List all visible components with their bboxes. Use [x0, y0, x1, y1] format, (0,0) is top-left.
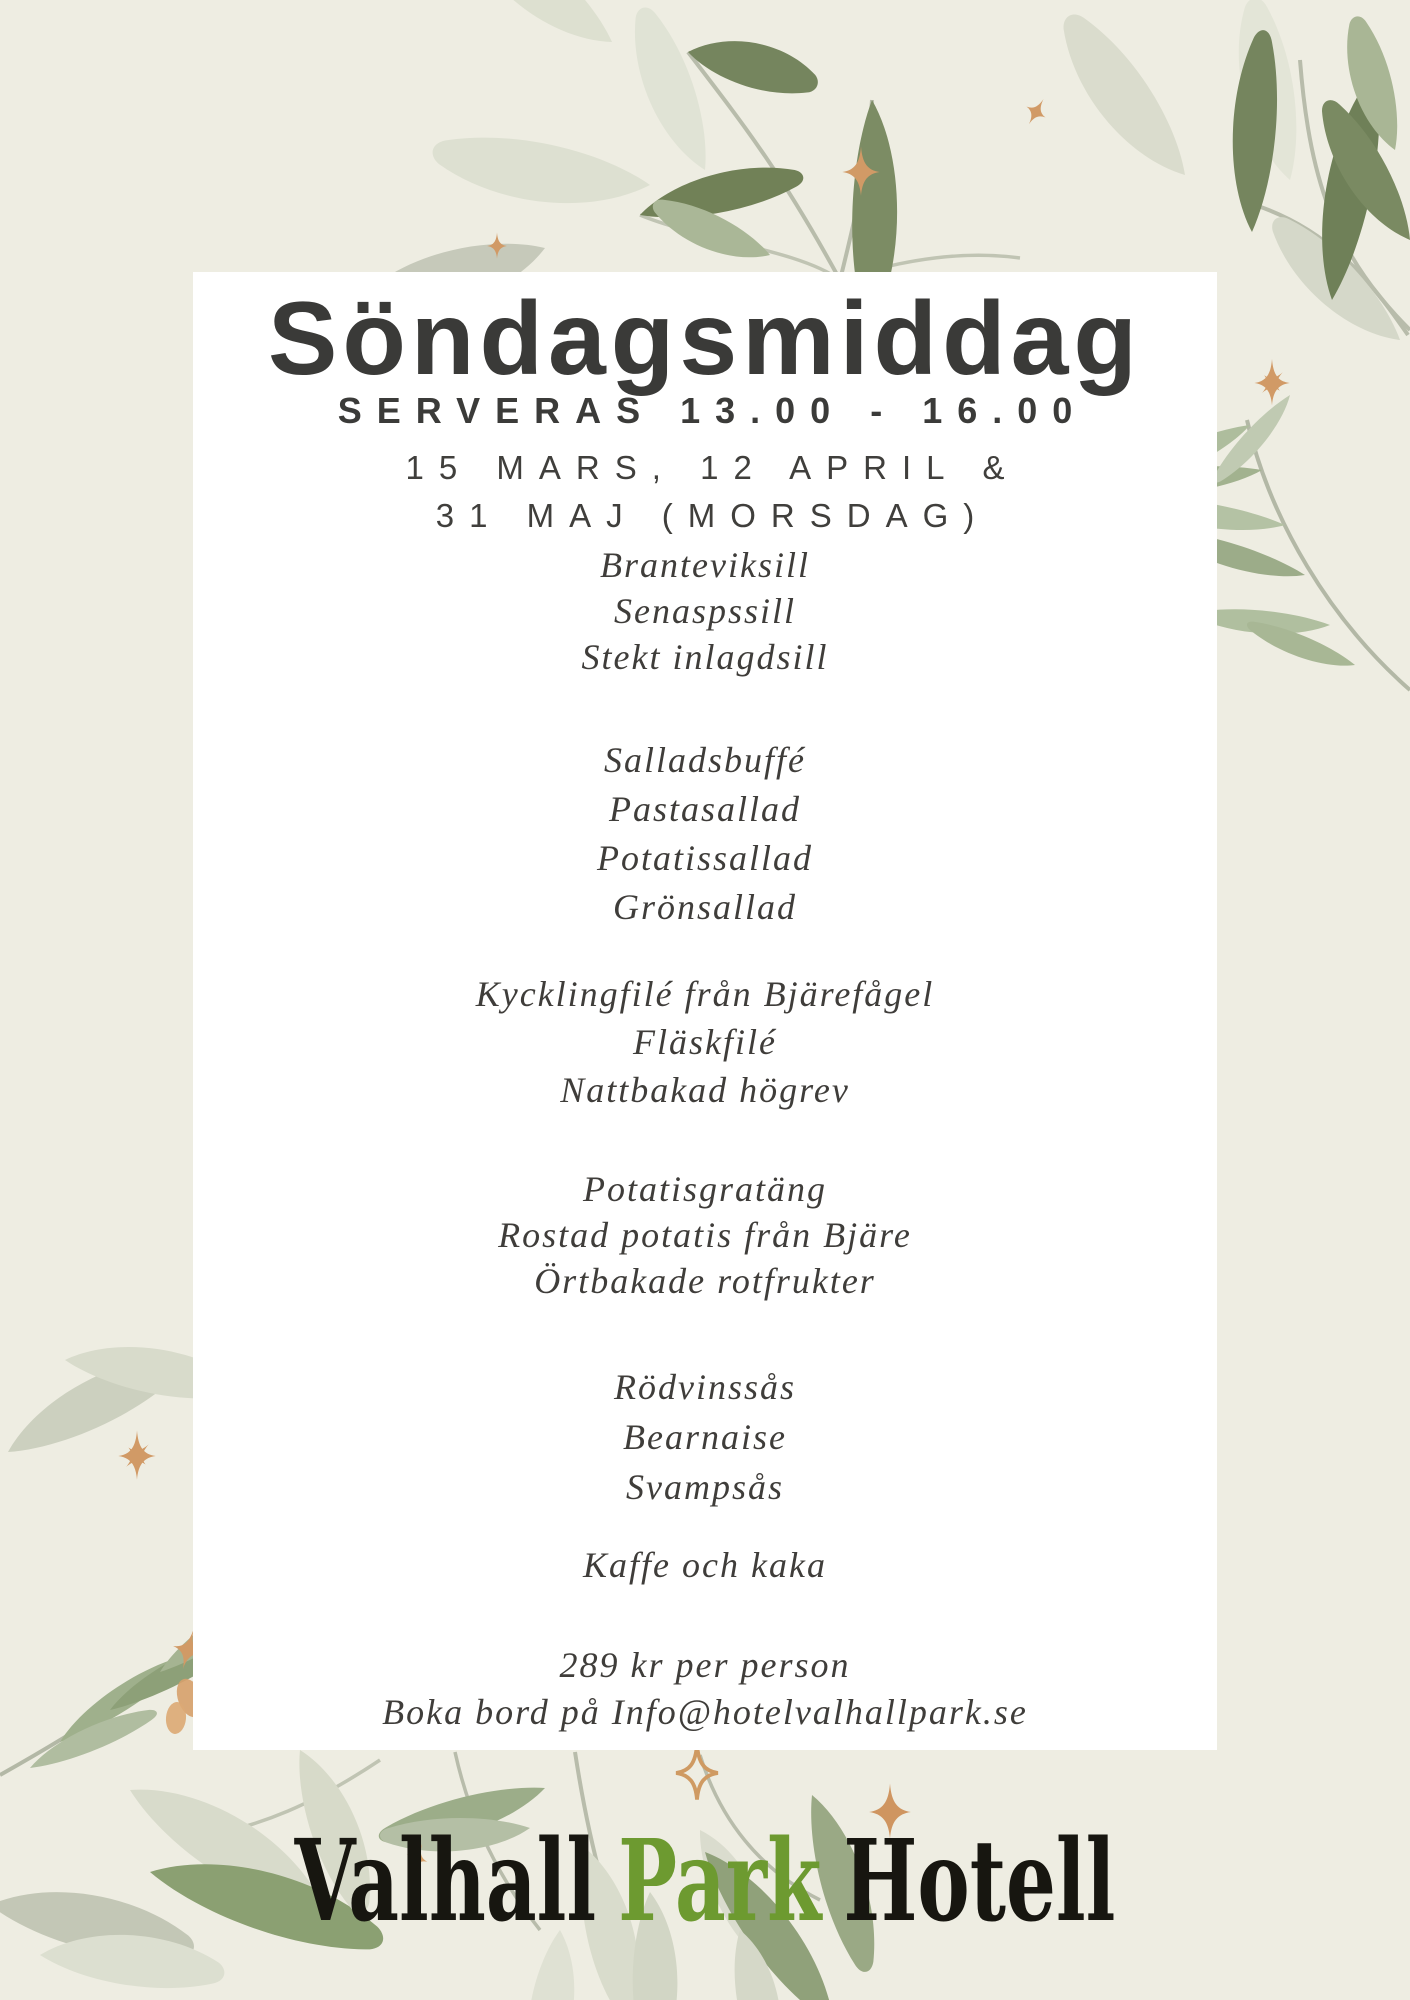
menu-item: Rödvinssås — [614, 1367, 796, 1407]
menu-item: Nattbakad högrev — [560, 1070, 850, 1110]
menu-group-efterratt — [0, 1541, 1410, 1589]
menu-group-sill — [0, 542, 1410, 680]
menu-item: Branteviksill — [600, 545, 810, 585]
price-line: 289 kr per person — [559, 1645, 851, 1685]
logo-word-hotell: Hotell — [843, 1816, 1116, 1947]
menu-item: Stekt inlagdsill — [581, 637, 829, 677]
menu-group-sallad — [0, 736, 1410, 932]
menu-item: Potatisgratäng — [582, 1169, 828, 1209]
poster-title: Söndagsmiddag — [268, 281, 1142, 397]
menu-item: Salladsbuffé — [604, 740, 806, 780]
menu-group-saser — [0, 1362, 1410, 1512]
date-line-1: 15 MARS, 12 APRIL & — [405, 449, 1020, 486]
served-time: SERVERAS 13.00 - 16.00 — [337, 390, 1088, 431]
menu-item: Örtbakade rotfrukter — [534, 1261, 876, 1301]
menu-item: Grönsallad — [612, 887, 798, 927]
menu-item: Pastasallad — [608, 789, 801, 829]
hotel-logo — [212, 1812, 1199, 1952]
menu-item: Kycklingfilé från Bjärefågel — [475, 974, 935, 1014]
logo-word-valhall: Valhall — [294, 1816, 597, 1947]
menu-item: Kaffe och kaka — [583, 1545, 827, 1585]
menu-group-potatis — [0, 1166, 1410, 1304]
logo-word-park: Park — [618, 1816, 822, 1947]
menu-item: Rostad potatis från Bjäre — [498, 1215, 912, 1255]
menu-item: Potatissallad — [596, 838, 814, 878]
date-line-2: 31 MAJ (MORSDAG) — [435, 497, 990, 534]
menu-item: Bearnaise — [623, 1417, 787, 1457]
menu-group-kott — [0, 970, 1410, 1114]
menu-item: Fläskfilé — [633, 1022, 777, 1062]
menu-item: Svampsås — [626, 1467, 784, 1507]
menu-item: Senaspssill — [613, 591, 796, 631]
booking-line: Boka bord på Info@hotelvalhallpark.se — [382, 1692, 1028, 1732]
